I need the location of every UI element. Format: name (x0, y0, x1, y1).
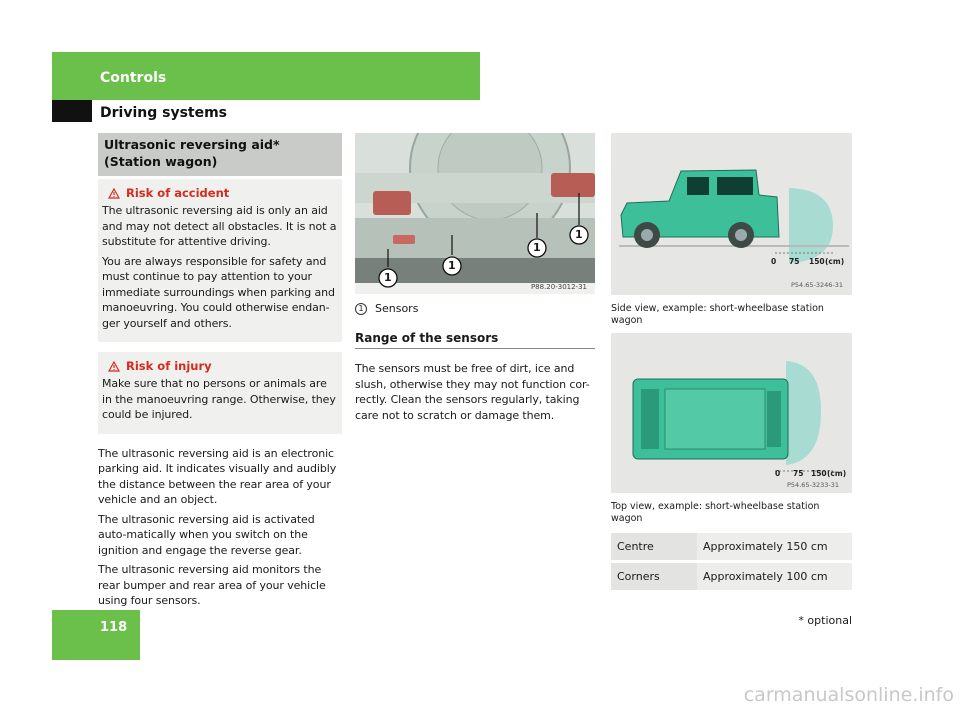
scale-150: 150 (811, 469, 827, 478)
footnote: * optional (798, 614, 852, 627)
scale-zero: 0 (771, 257, 777, 266)
range-heading: Range of the sensors (355, 331, 595, 349)
column-middle (355, 133, 595, 427)
subsection-title: Driving systems (100, 105, 228, 121)
image-reference: P54.65-3246-31 (791, 281, 844, 289)
column-left (98, 133, 342, 613)
body-paragraph: The ultrasonic reversing aid is an electronic parking aid. It indicates visually and audibly the distance between the rear area of your vehicle and an object. (98, 446, 337, 506)
warning-title: Risk of injury (126, 359, 212, 373)
rear-bumper-photo (355, 133, 595, 294)
legend-item (355, 302, 595, 315)
body-paragraph: The ultrasonic reversing aid monitors the rear bumper and rear area of your vehicle using four sensors. (98, 563, 326, 607)
range-cell: Approximately 150 cm (697, 533, 852, 562)
warning-title: Risk of accident (126, 186, 230, 200)
body-paragraph: The sensors must be free of dirt, ice and slush, otherwise they may not function cor-rectly. Clean the sensors regularly, taking care not to scratch or damage them. (355, 362, 590, 422)
scale-75: 75 (789, 257, 800, 266)
warning-text: Make sure that no persons or animals are in the manoeuvring range. Otherwise, they could be injured. (102, 377, 336, 421)
chapter-tab (52, 100, 92, 122)
table-row (611, 562, 852, 592)
zone-cell: Centre (611, 533, 697, 562)
scale-unit: (cm) (827, 469, 847, 478)
warning-accident (98, 179, 342, 342)
range-table (611, 533, 852, 593)
sensor-marker-circle: 1 (355, 303, 367, 315)
top-view-caption: Top view, example: short-wheelbase station wagon (611, 501, 820, 524)
top-view-diagram (611, 333, 852, 493)
zone-cell: Corners (611, 562, 697, 592)
scale-150: 150 (809, 257, 825, 266)
page-number-box (52, 610, 140, 660)
warning-text: You are always responsible for safety and must continue to pay attention to your immediate surroundings when parking and manoeuvring. You could otherwise endan-ger yourself and others. (102, 254, 335, 330)
warning-injury (98, 352, 342, 434)
legend-label: Sensors (375, 302, 419, 315)
sensor-marker: 1 (384, 271, 392, 284)
scale-zero: 0 (775, 469, 781, 478)
section-title: Controls (100, 70, 167, 86)
image-reference: P88.20-3012-31 (530, 283, 587, 291)
body-paragraph: The ultrasonic reversing aid is activated auto-matically when you switch on the ignition and engage the reverse gear. (98, 512, 315, 557)
table-row (611, 533, 852, 562)
column-right (611, 133, 852, 593)
warning-text: The ultrasonic reversing aid is only an aid and may not detect all obstacles. It is not a substitute for attentive driving. (102, 204, 337, 248)
page-number: 118 (100, 620, 128, 635)
side-view-caption: Side view, example: short-wheelbase station wagon (611, 303, 824, 326)
section-heading: Ultrasonic reversing aid* (Station wagon) (98, 133, 342, 176)
side-view-diagram (611, 133, 852, 295)
scale-75: 75 (793, 469, 804, 478)
warning-triangle-icon (108, 188, 120, 199)
sensor-marker: 1 (575, 228, 583, 241)
sensor-marker: 1 (533, 241, 541, 254)
image-reference: P54.65-3233-31 (787, 481, 840, 489)
watermark: carmanualsonline.info (743, 684, 954, 706)
range-cell: Approximately 100 cm (697, 562, 852, 592)
scale-unit: (cm) (825, 257, 845, 266)
sensor-marker: 1 (448, 259, 456, 272)
warning-triangle-icon (108, 361, 120, 372)
